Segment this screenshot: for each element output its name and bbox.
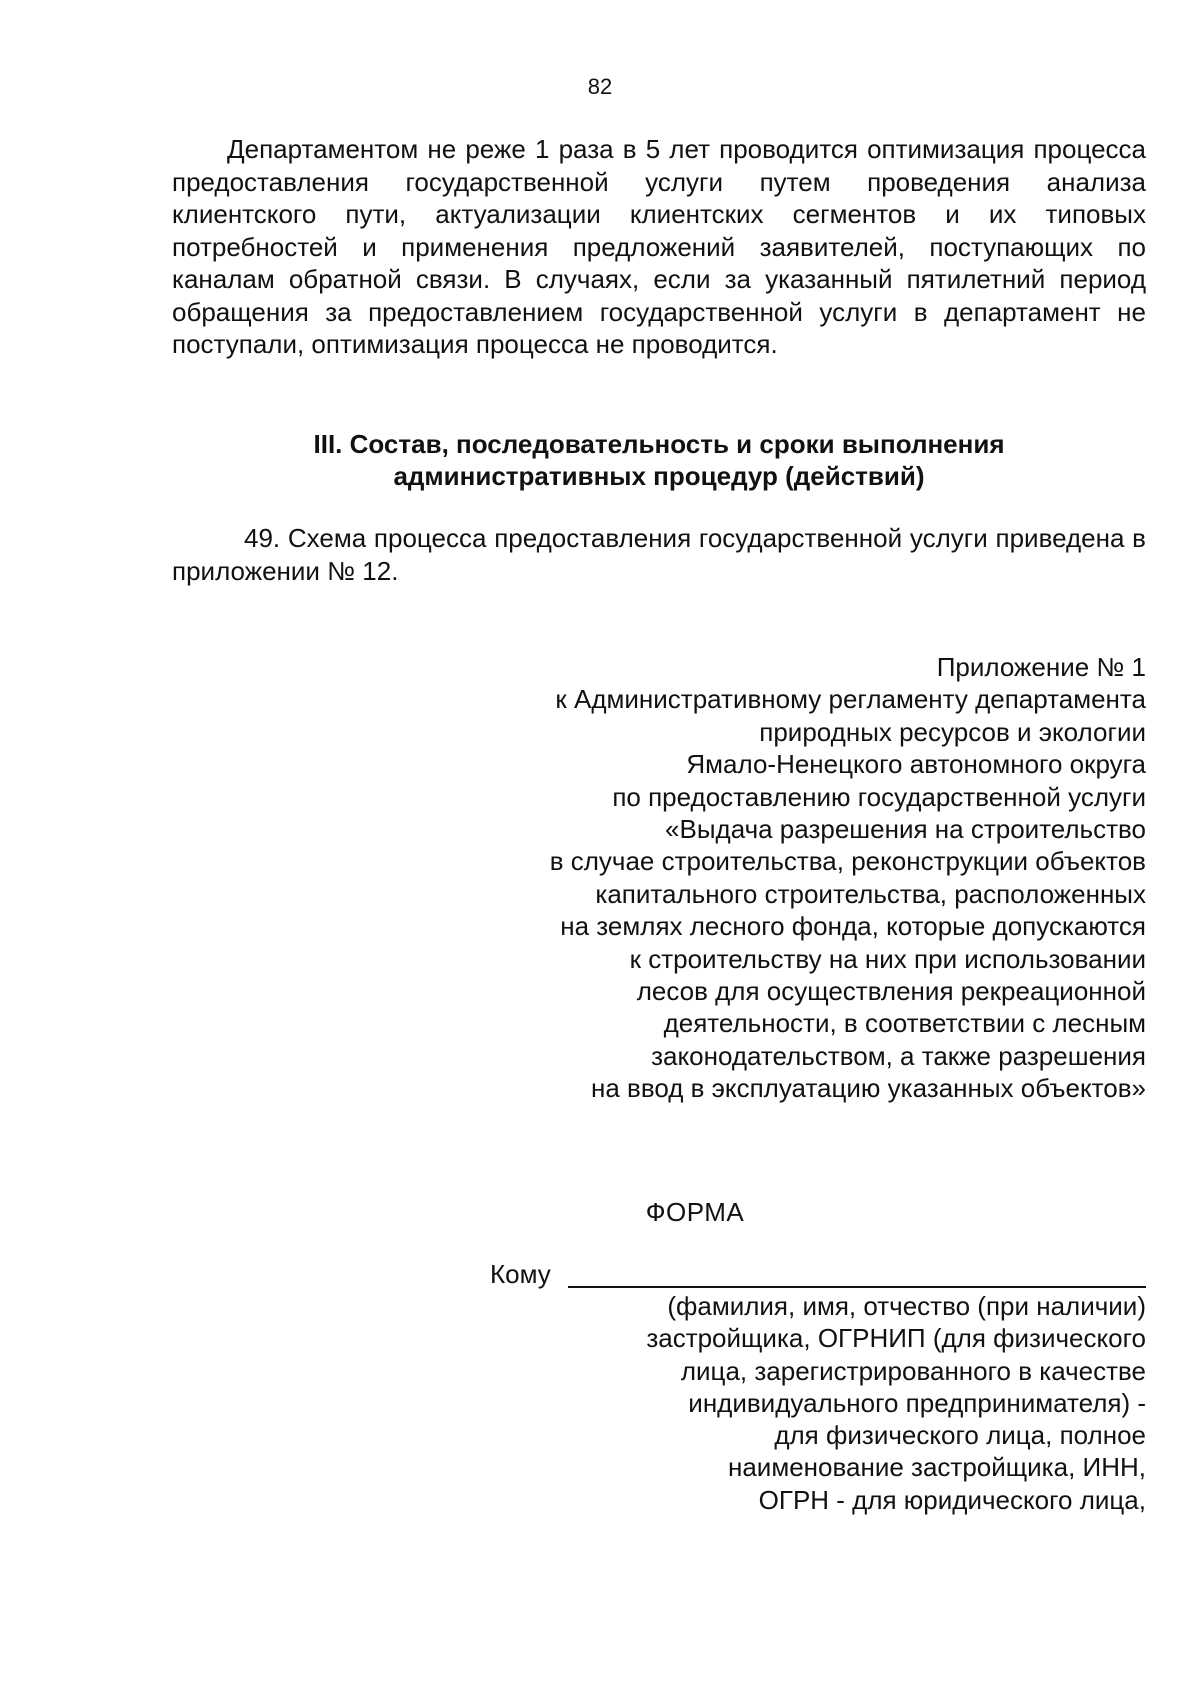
appendix-line: законодательством, а также разрешения [651, 1040, 1146, 1071]
recipient-note-line: (фамилия, имя, отчество (при наличии) [667, 1291, 1146, 1321]
recipient-note-line: застройщика, ОГРНИП (для физического [646, 1323, 1146, 1354]
recipient-note [526, 1290, 1146, 1516]
appendix-line: на землях лесного фонда, которые допускаются [560, 911, 1146, 942]
appendix-header [446, 651, 1146, 1105]
appendix-line: «Выдача разрешения на строительство [665, 814, 1146, 845]
section-heading-line-1: III. Состав, последовательность и сроки выполнения [313, 429, 1005, 459]
recipient-note-line: ОГРН - для юридического лица, [758, 1484, 1146, 1515]
section-heading-line-2: административных процедур (действий) [393, 461, 925, 491]
appendix-line: природных ресурсов и экологии [759, 716, 1146, 747]
appendix-line: по предоставлению государственной услуги [612, 781, 1146, 812]
appendix-line: к Административному регламенту департамента [555, 684, 1146, 715]
page-number: 82 [587, 74, 613, 99]
appendix-line: деятельности, в соответствии с лесным [663, 1008, 1146, 1039]
recipient-note-line: индивидуального предпринимателя) - [688, 1387, 1146, 1418]
recipient-blank-line [568, 1286, 1146, 1288]
appendix-line: в случае строительства, реконструкции объектов [549, 846, 1146, 877]
paragraph-49: 49. Схема процесса предоставления государственной услуги приведена в приложении № 12. [172, 523, 1146, 586]
appendix-line: на ввод в эксплуатацию указанных объектов» [590, 1073, 1146, 1104]
appendix-line: лесов для осуществления рекреационной [636, 976, 1146, 1007]
recipient-note-line: наименование застройщика, ИНН, [727, 1452, 1146, 1483]
paragraph-48-tail: Департаментом не реже 1 раза в 5 лет проводится оптимизация процесса предоставления государственной услуги путем проведения анализа клиентского пути, актуализации клиентских сегментов и их типовых потребностей и применения предложений заявителей, поступающих по каналам обратной связи. В случаях, если за указанный пятилетний период обращения за предоставлением государственной услуги в департамент не поступали, оптимизация процесса не проводится. [172, 134, 1146, 359]
form-title: ФОРМА [645, 1197, 745, 1227]
recipient-note-line: для физического лица, полное [774, 1420, 1146, 1451]
appendix-line: Приложение № 1 [936, 652, 1146, 682]
appendix-line: Ямало-Ненецкого автономного округа [686, 749, 1146, 780]
section-heading [172, 428, 1146, 492]
recipient-label: Кому [490, 1259, 551, 1289]
appendix-line: капитального строительства, расположенных [595, 878, 1146, 909]
recipient-note-line: лица, зарегистрированного в качестве [680, 1355, 1146, 1386]
recipient-field [490, 1258, 1146, 1290]
appendix-line: к строительству на них при использовании [629, 943, 1146, 974]
